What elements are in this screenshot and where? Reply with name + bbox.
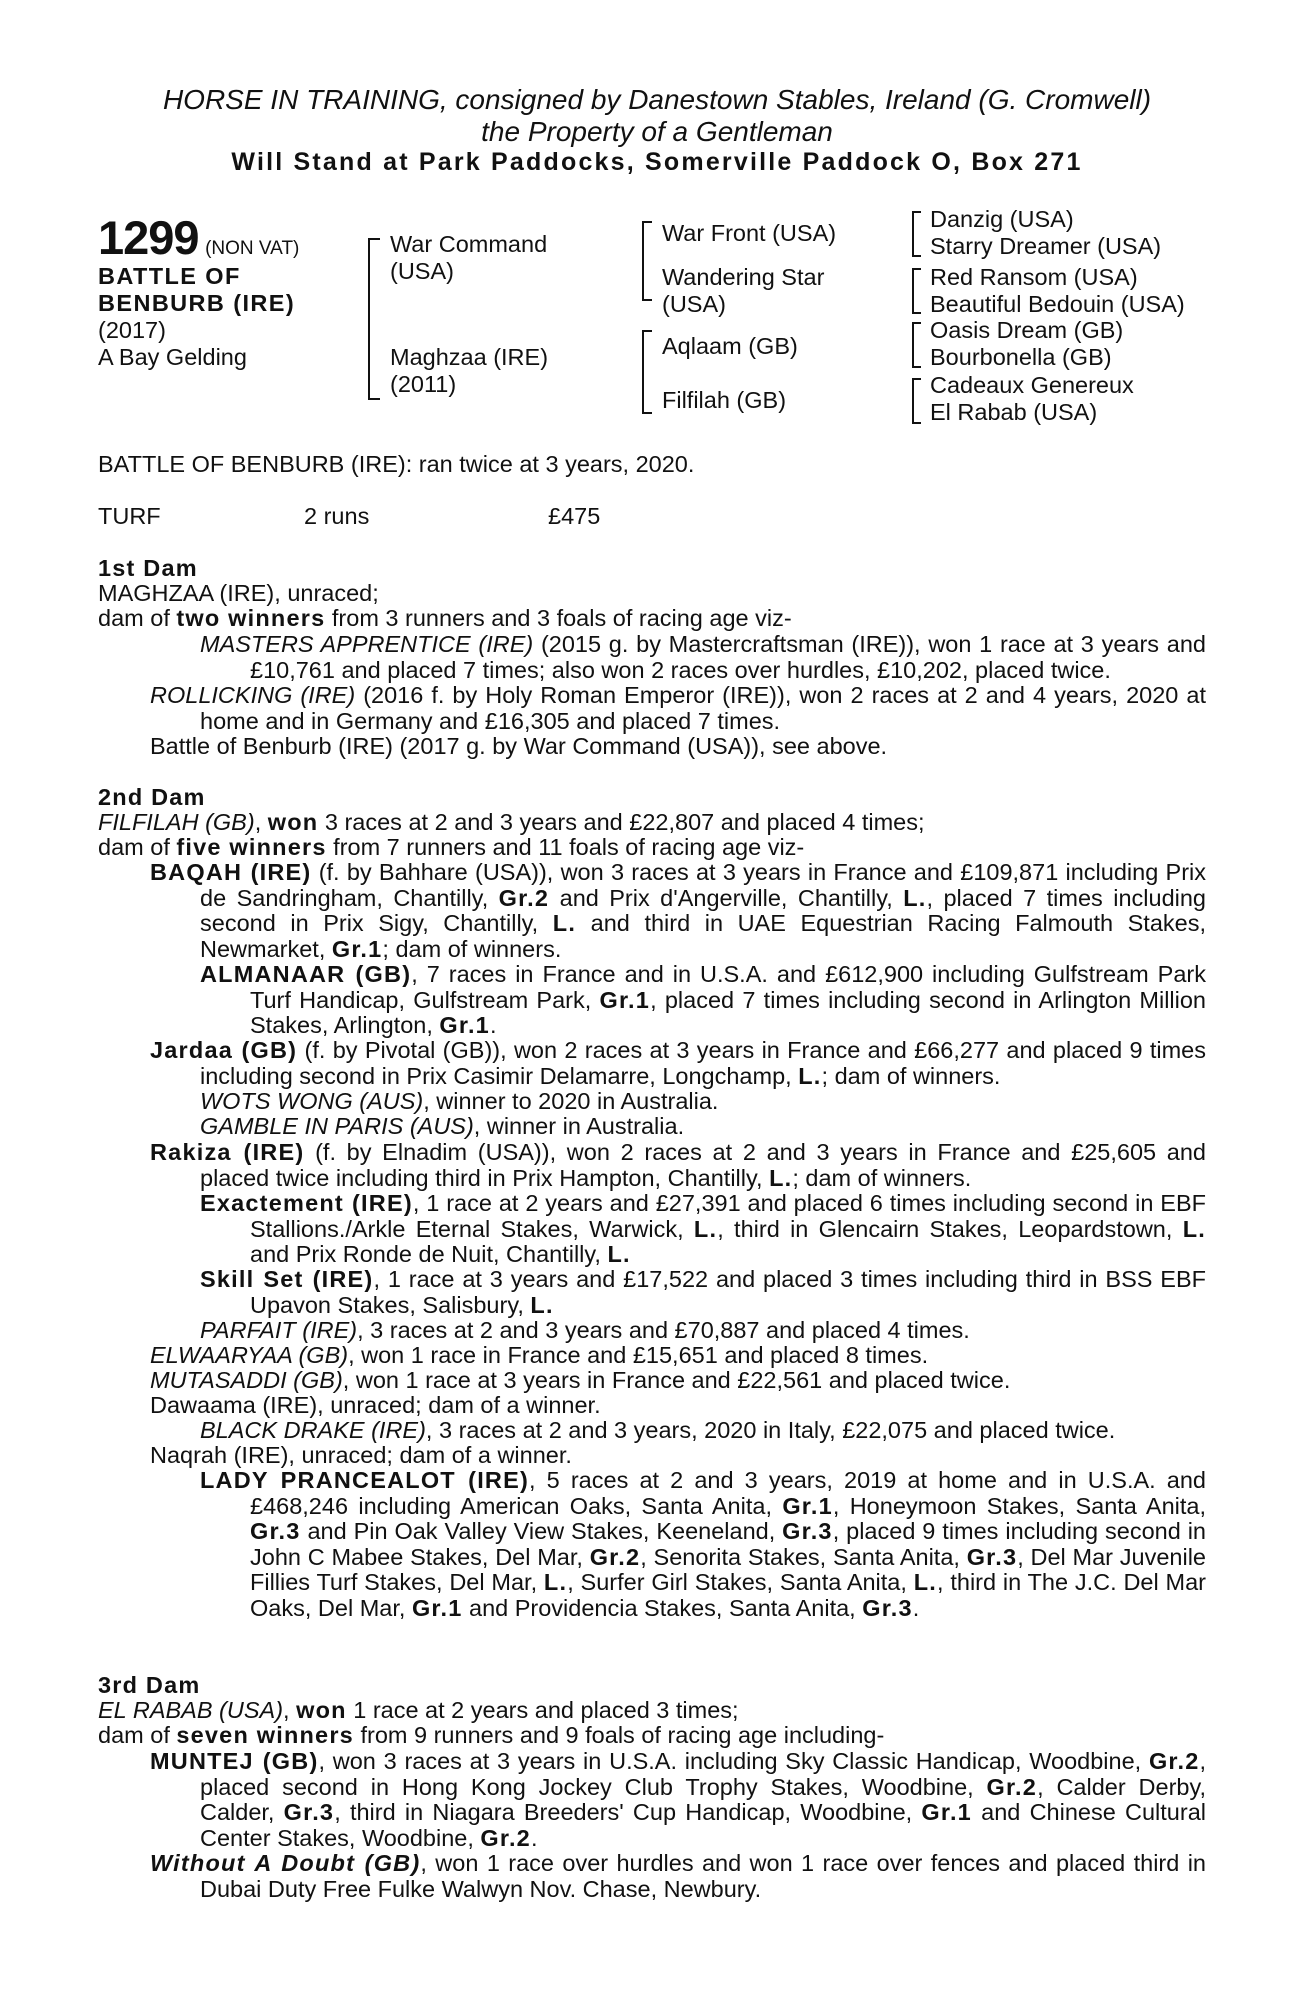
horse-name-line1: BATTLE OF xyxy=(98,263,241,289)
g3-ancestor-2: Starry Dreamer (USA) xyxy=(930,233,1162,259)
g3-ancestor-4: Beautiful Bedouin (USA) xyxy=(930,291,1185,317)
lot-number-line xyxy=(98,213,299,263)
second-dam-heading: 2nd Dam xyxy=(98,784,206,810)
g3-ancestor-6: Bourbonella (GB) xyxy=(930,344,1112,370)
horse-name-line2: BENBURB (IRE) xyxy=(98,290,296,316)
g3-brace-3 xyxy=(912,322,921,368)
horse-description: A Bay Gelding xyxy=(98,344,247,370)
sire-line2: (USA) xyxy=(390,258,454,284)
location-line: Will Stand at Park Paddocks, Somerville Paddock O, Box 271 xyxy=(231,148,1083,176)
dam-dam: Filfilah (GB) xyxy=(662,387,787,413)
g3-ancestor-8: El Rabab (USA) xyxy=(930,399,1098,425)
third-dam-name: EL RABAB (USA), won 1 race at 2 years and placed 3 times; xyxy=(98,1697,739,1723)
produce-rakiza: Rakiza (IRE) (f. by Elnadim (USA)), won 2 races at 2 and 3 years in France and £25,605 and placed twice including third in Prix Hampton, Chantilly, L.; dam of winners. xyxy=(150,1139,1206,1191)
produce-mutasaddi: MUTASADDI (GB), won 1 race at 3 years in France and £22,561 and placed twice. xyxy=(150,1367,1011,1393)
produce-baqah: BAQAH (IRE) (f. by Bahhare (USA)), won 3 races at 3 years in France and £109,871 including Prix de Sandringham, Chantilly, Gr.2 and Prix d'Angerville, Chantilly, L., placed 7 times including second in Prix Sigy, Chantilly, L. and third in UAE Equestrian Racing Falmouth Stakes, Newmarket, Gr.1; dam of winners. xyxy=(150,859,1207,962)
sire-dam-brace xyxy=(368,238,380,400)
first-dam-produce-2: ROLLICKING (IRE) (2016 f. by Holy Roman Emperor (IRE)), won 2 races at 2 and 4 years, 2020 at home and in Germany and £16,305 and placed 7 times. xyxy=(150,682,1206,734)
sire-parents-brace xyxy=(642,221,652,301)
dam-line2: (2011) xyxy=(390,371,457,397)
surface-label: TURF xyxy=(98,503,161,529)
dam-line1: Maghzaa (IRE) xyxy=(390,344,549,370)
produce-naqrah: Naqrah (IRE), unraced; dam of a winner. xyxy=(150,1442,572,1468)
second-dam-produce-summary: dam of five winners from 7 runners and 11 foals of racing age viz- xyxy=(98,834,805,860)
produce-lady-prancealot: LADY PRANCEALOT (IRE), 5 races at 2 and 3 years, 2019 at home and in U.S.A. and £468,246 including American Oaks, Santa Anita, Gr.1, Honeymoon Stakes, Santa Anita, Gr.3 and Pin Oak Valley View Stakes, Keeneland, Gr.3, placed 9 times including second in John C Mabee Stakes, Del Mar, Gr.2, Senorita Stakes, Santa Anita, Gr.3, Del Mar Juvenile Fillies Turf Stakes, Del Mar, L., Surfer Girl Stakes, Santa Anita, L., third in The J.C. Del Mar Oaks, Del Mar, Gr.1 and Providencia Stakes, Santa Anita, Gr.3. xyxy=(200,1467,1207,1621)
third-dam-heading: 3rd Dam xyxy=(98,1672,201,1698)
produce-parfait: PARFAIT (IRE), 3 races at 2 and 3 years and £70,887 and placed 4 times. xyxy=(200,1317,970,1343)
produce-wots-wong: WOTS WONG (AUS), winner to 2020 in Australia. xyxy=(200,1088,719,1114)
first-dam-heading: 1st Dam xyxy=(98,555,198,581)
lot-number: 1299 xyxy=(98,211,199,264)
race-summary: BATTLE OF BENBURB (IRE): ran twice at 3 years, 2020. xyxy=(98,451,695,477)
first-dam-produce-summary: dam of two winners from 3 runners and 3 foals of racing age viz- xyxy=(98,605,792,631)
consignor-line: HORSE IN TRAINING, consigned by Danestown Stables, Ireland (G. Cromwell) xyxy=(162,84,1152,115)
dam-sire: Aqlaam (GB) xyxy=(662,333,798,359)
foaling-year: (2017) xyxy=(98,317,166,343)
produce-dawaama: Dawaama (IRE), unraced; dam of a winner. xyxy=(150,1392,601,1418)
sire-sire: War Front (USA) xyxy=(662,220,837,246)
produce-almanaar: ALMANAAR (GB), 7 races in France and in U.S.A. and £612,900 including Gulfstream Park Turf Handicap, Gulfstream Park, Gr.1, placed 7 times including second in Arlington Million Stakes, Arlington, Gr.1. xyxy=(200,961,1207,1038)
sire-dam-line1: Wandering Star xyxy=(662,264,825,290)
produce-exactement: Exactement (IRE), 1 race at 2 years and £27,391 and placed 6 times including second in EBF Stallions./Arkle Eternal Stakes, Warwick, L., third in Glencairn Stakes, Leopardstown, L. and Prix Ronde de Nuit, Chantilly, L. xyxy=(200,1190,1207,1267)
g3-ancestor-7: Cadeaux Genereux xyxy=(930,372,1134,398)
earnings: £475 xyxy=(548,503,601,529)
produce-elwaaryaa: ELWAARYAA (GB), won 1 race in France and £15,651 and placed 8 times. xyxy=(150,1342,929,1368)
g3-brace-4 xyxy=(912,378,921,424)
sire-dam-line2: (USA) xyxy=(662,291,726,317)
produce-black-drake: BLACK DRAKE (IRE), 3 races at 2 and 3 years, 2020 in Italy, £22,075 and placed twice. xyxy=(200,1417,1116,1443)
dam-parents-brace xyxy=(642,330,652,414)
g3-brace-1 xyxy=(912,211,921,257)
g3-ancestor-5: Oasis Dream (GB) xyxy=(930,317,1124,343)
vat-status: (NON VAT) xyxy=(205,238,300,259)
produce-jardaa: Jardaa (GB) (f. by Pivotal (GB)), won 2 races at 3 years in France and £66,277 and placed 9 times including second in Prix Casimir Delamarre, Longchamp, L.; dam of winners. xyxy=(150,1037,1206,1089)
produce-skill-set: Skill Set (IRE), 1 race at 3 years and £17,522 and placed 3 times including third in BSS EBF Upavon Stakes, Salisbury, L. xyxy=(200,1266,1206,1318)
first-dam-produce-1: MASTERS APPRENTICE (IRE) (2015 g. by Mastercraftsman (IRE)), won 1 race at 3 years and £10,761 and placed 7 times; also won 2 races over hurdles, £10,202, placed twice. xyxy=(200,631,1206,683)
third-dam-produce-summary: dam of seven winners from 9 runners and 9 foals of racing age including- xyxy=(98,1722,885,1748)
produce-muntej: MUNTEJ (GB), won 3 races at 3 years in U.S.A. including Sky Classic Handicap, Woodbine, Gr.2, placed second in Hong Kong Jockey Club Trophy Stakes, Woodbine, Gr.2, Calder Derby, Calder, Gr.3, third in Niagara Breeders' Cup Handicap, Woodbine, Gr.1 and Chinese Cultural Center Stakes, Woodbine, Gr.2. xyxy=(150,1748,1207,1851)
produce-gamble-in-paris: GAMBLE IN PARIS (AUS), winner in Australia. xyxy=(200,1113,685,1139)
sire-line1: War Command xyxy=(390,231,548,257)
g3-ancestor-3: Red Ransom (USA) xyxy=(930,264,1138,290)
g3-brace-2 xyxy=(912,268,921,314)
runs-count: 2 runs xyxy=(304,503,370,529)
produce-without-a-doubt: Without A Doubt (GB), won 1 race over hurdles and won 1 race over fences and placed third in Dubai Duty Free Fulke Walwyn Nov. Chase, Newbury. xyxy=(150,1850,1207,1902)
second-dam-name: FILFILAH (GB), won 3 races at 2 and 3 years and £22,807 and placed 4 times; xyxy=(98,809,925,835)
g3-ancestor-1: Danzig (USA) xyxy=(930,206,1074,232)
first-dam-produce-3: Battle of Benburb (IRE) (2017 g. by War Command (USA)), see above. xyxy=(150,733,888,759)
property-line: the Property of a Gentleman xyxy=(481,116,833,147)
first-dam-name: MAGHZAA (IRE), unraced; xyxy=(98,580,379,606)
